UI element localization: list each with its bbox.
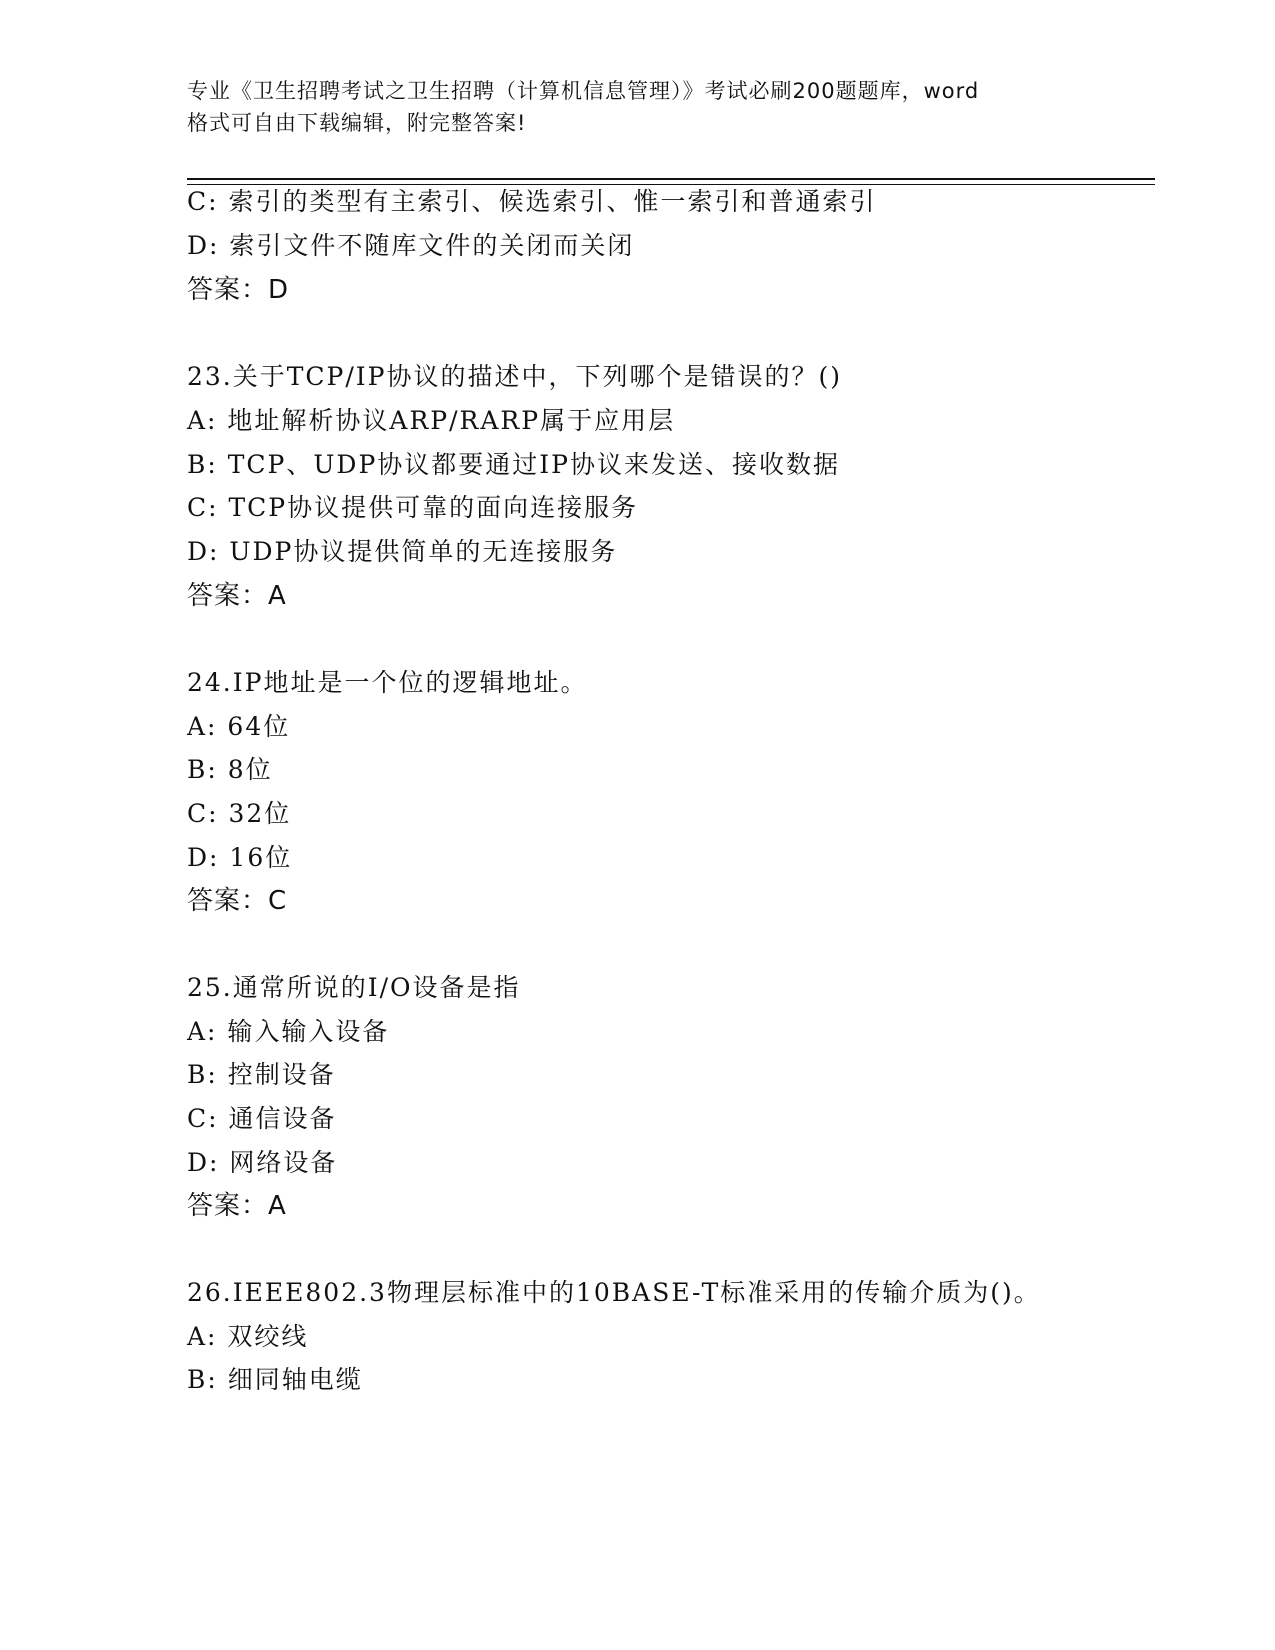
question-23: 23.关于TCP/IP协议的描述中，下列哪个是错误的？()	[187, 362, 843, 391]
question-24: 24.IP地址是一个位的逻辑地址。	[187, 668, 588, 697]
question-25-option-d: D: 网络设备	[187, 1148, 338, 1177]
question-23-option-d: D: UDP协议提供简单的无连接服务	[187, 537, 618, 566]
question-24-option-d: D: 16位	[187, 843, 293, 872]
prev-option-c: C: 索引的类型有主索引、候选索引、惟一索引和普通索引	[187, 187, 877, 216]
document-header	[187, 75, 1087, 139]
question-24-answer: 答案：C	[187, 886, 288, 916]
header-divider-thin	[187, 184, 1155, 185]
question-23-answer: 答案：A	[187, 581, 287, 611]
question-25-option-b: B: 控制设备	[187, 1060, 336, 1089]
question-26-option-b: B: 细同轴电缆	[187, 1365, 363, 1394]
question-24-option-b: B: 8位	[187, 755, 273, 784]
question-25: 25.通常所说的I/O设备是指	[187, 973, 521, 1002]
question-25-answer: 答案：A	[187, 1191, 287, 1221]
question-26: 26.IEEE802.3物理层标准中的10BASE-T标准采用的传输介质为()。	[187, 1278, 1041, 1307]
prev-option-d: D: 索引文件不随库文件的关闭而关闭	[187, 231, 635, 260]
header-line-1: 专业《卫生招聘考试之卫生招聘（计算机信息管理）》考试必刷200题题库，word	[187, 79, 980, 103]
question-23-option-a: A: 地址解析协议ARP/RARP属于应用层	[187, 406, 676, 435]
header-line-2: 格式可自由下载编辑，附完整答案!	[187, 111, 527, 135]
question-24-option-c: C: 32位	[187, 799, 292, 828]
question-25-option-a: A: 输入输入设备	[187, 1017, 390, 1046]
question-26-option-a: A: 双绞线	[187, 1322, 309, 1351]
question-23-option-b: B: TCP、UDP协议都要通过IP协议来发送、接收数据	[187, 450, 840, 479]
header-divider-thick	[187, 178, 1155, 180]
question-23-option-c: C: TCP协议提供可靠的面向连接服务	[187, 493, 639, 522]
prev-answer: 答案：D	[187, 275, 290, 305]
question-25-option-c: C: 通信设备	[187, 1104, 337, 1133]
question-24-option-a: A: 64位	[187, 712, 291, 741]
